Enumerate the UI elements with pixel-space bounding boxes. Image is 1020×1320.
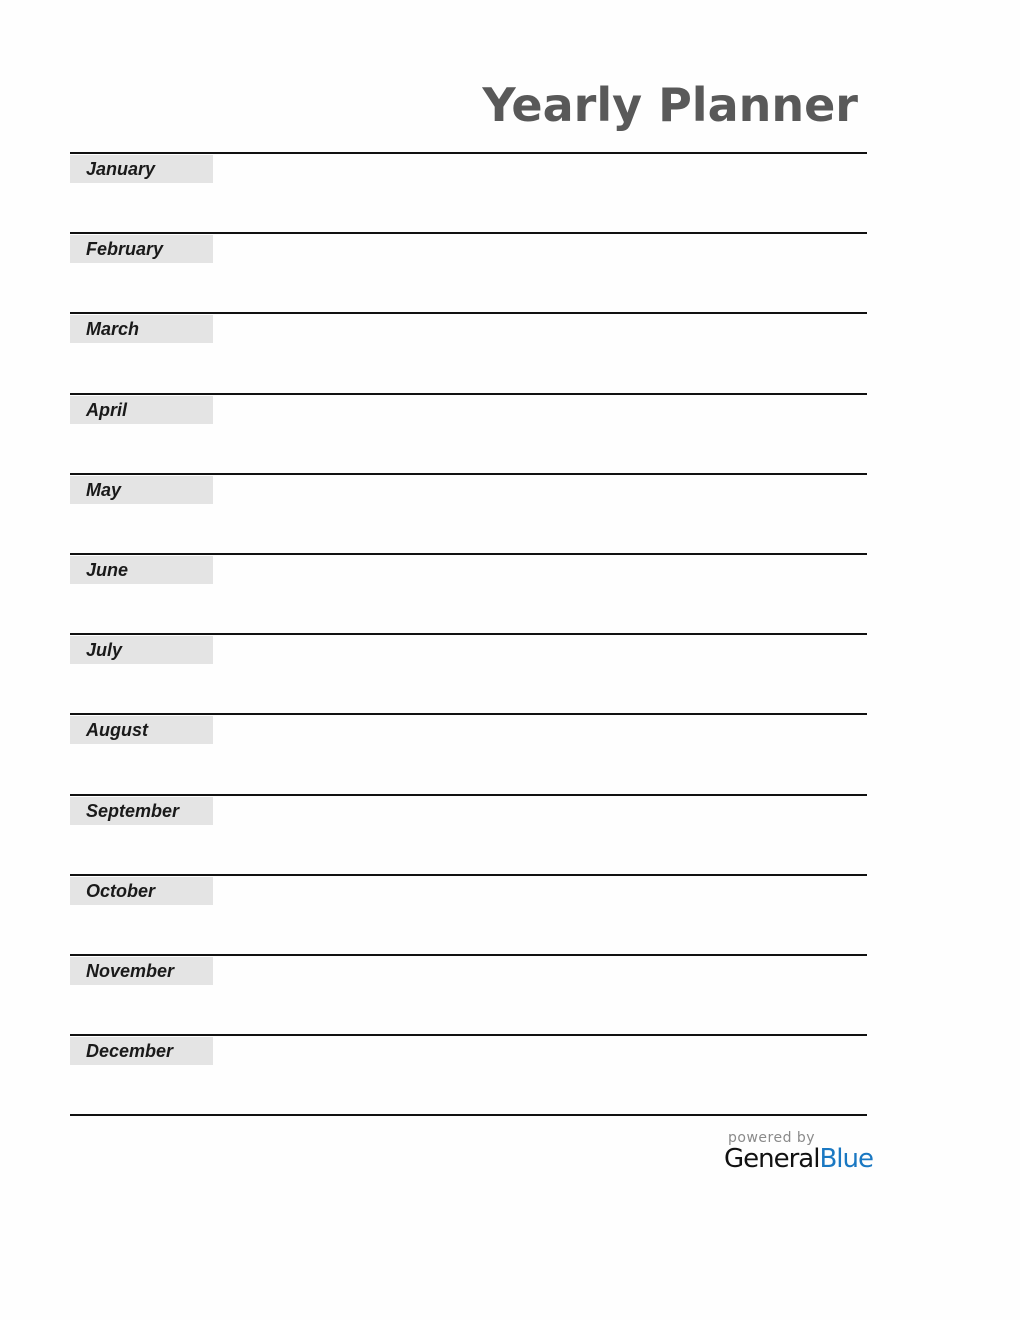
month-row-november[interactable]	[70, 954, 867, 1034]
month-label: January	[70, 155, 213, 183]
month-list	[70, 152, 867, 1116]
month-label: April	[70, 396, 213, 424]
page-title: Yearly Planner	[482, 78, 858, 132]
month-row-december[interactable]	[70, 1034, 867, 1114]
month-row-may[interactable]	[70, 473, 867, 553]
month-row-february[interactable]	[70, 232, 867, 312]
brand-general: General	[724, 1144, 820, 1174]
month-row-january[interactable]	[70, 152, 867, 232]
divider	[70, 1114, 867, 1116]
month-label: November	[70, 957, 213, 985]
month-row-june[interactable]	[70, 553, 867, 633]
month-label: December	[70, 1037, 213, 1065]
month-row-september[interactable]	[70, 794, 867, 874]
month-row-april[interactable]	[70, 393, 867, 473]
month-label: February	[70, 235, 213, 263]
powered-by-text: powered by	[728, 1130, 816, 1146]
month-row-march[interactable]	[70, 312, 867, 392]
month-label: March	[70, 315, 213, 343]
brand-logo	[724, 1144, 874, 1174]
month-label: July	[70, 636, 213, 664]
brand-blue: Blue	[819, 1144, 874, 1174]
footer-brand	[724, 1130, 874, 1174]
month-row-october[interactable]	[70, 874, 867, 954]
month-label: October	[70, 877, 213, 905]
month-label: June	[70, 556, 213, 584]
month-label: May	[70, 476, 213, 504]
month-row-august[interactable]	[70, 713, 867, 793]
month-label: September	[70, 797, 213, 825]
month-row-july[interactable]	[70, 633, 867, 713]
month-label: August	[70, 716, 213, 744]
